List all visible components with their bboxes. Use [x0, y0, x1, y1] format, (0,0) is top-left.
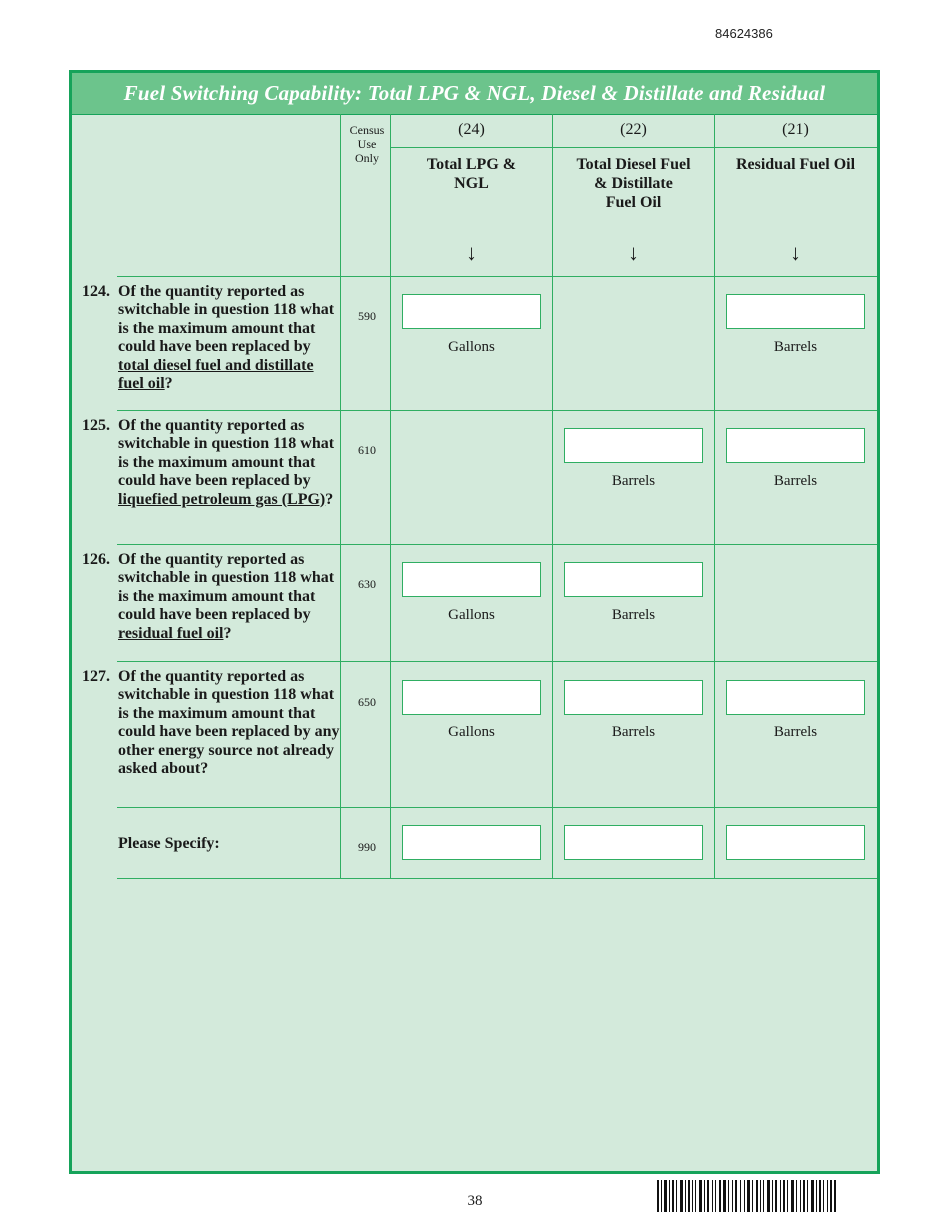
please-specify-label: Please Specify: [118, 835, 220, 852]
unit-label: Barrels [773, 724, 818, 740]
question-text-emphasis: residual fuel oil [118, 624, 224, 642]
q127-residual-input[interactable] [726, 680, 865, 715]
unit-label: Barrels [611, 473, 656, 489]
unit-label: Gallons [448, 339, 495, 355]
down-arrow-icon: ↓ [790, 240, 801, 265]
census-code: 590 [358, 309, 376, 323]
form-panel [69, 70, 880, 1174]
column-header-line: & Distillate [594, 175, 673, 192]
divider [390, 114, 391, 878]
question-text-part: Of the quantity reported as switchable in question 118 what is the maximum amount that could have been replaced by any other energy source not already asked about? [118, 668, 340, 778]
question-text [118, 283, 340, 393]
question-text [118, 551, 340, 643]
question-number: 125. [82, 417, 110, 434]
q127-diesel-input[interactable] [564, 680, 703, 715]
unit-label: Barrels [773, 473, 818, 489]
unit-label: Gallons [448, 607, 495, 623]
column-header-line: NGL [454, 175, 489, 192]
down-arrow-icon: ↓ [628, 240, 639, 265]
column-header-line: Residual Fuel Oil [735, 156, 856, 173]
q125-diesel-input[interactable] [564, 428, 703, 463]
barcode-image [657, 1180, 837, 1212]
question-text-emphasis: liquefied petroleum gas (LPG) [118, 490, 326, 508]
census-label-line: Only [355, 151, 379, 165]
q126-lpg-input[interactable] [402, 562, 541, 597]
unit-label: Gallons [448, 724, 495, 740]
census-code: 990 [358, 840, 376, 854]
question-text-part: Of the quantity reported as switchable in question 118 what is the maximum amount that could have been replaced by [118, 283, 335, 356]
question-number: 127. [82, 668, 110, 685]
column-header-line: Total LPG & [426, 156, 517, 173]
divider [117, 276, 877, 277]
column-header-line: Total Diesel Fuel [576, 156, 691, 173]
section-title: Fuel Switching Capability: Total LPG & NGL, Diesel & Distillate and Residual [72, 73, 877, 115]
divider [117, 807, 877, 808]
divider [117, 410, 877, 411]
question-text-part: Of the quantity reported as switchable in question 118 what is the maximum amount that could have been replaced by [118, 551, 335, 624]
question-text [118, 417, 340, 509]
question-text-part: Of the quantity reported as switchable in question 118 what is the maximum amount that could have been replaced by [118, 417, 335, 490]
q127-lpg-input[interactable] [402, 680, 541, 715]
divider [117, 878, 877, 879]
unit-label: Barrels [611, 724, 656, 740]
page-number: 38 [467, 1193, 483, 1209]
census-label-line: Use [357, 137, 377, 151]
divider [552, 114, 553, 878]
question-number: 126. [82, 551, 110, 568]
question-number: 124. [82, 283, 110, 300]
census-code: 630 [358, 577, 376, 591]
down-arrow-icon: ↓ [466, 240, 477, 265]
census-code: 650 [358, 695, 376, 709]
question-text [118, 668, 340, 778]
column-header-residual [715, 155, 876, 174]
q124-lpg-input[interactable] [402, 294, 541, 329]
question-text-part: ? [223, 624, 232, 642]
divider [117, 661, 877, 662]
form-id: 84624386 [715, 26, 773, 41]
question-text-part: ? [164, 375, 173, 393]
specify-diesel-input[interactable] [564, 825, 703, 860]
unit-label: Barrels [611, 607, 656, 623]
census-use-only-label [344, 123, 390, 165]
divider [390, 147, 877, 148]
column-number-lpg: (24) [458, 121, 485, 138]
specify-residual-input[interactable] [726, 825, 865, 860]
unit-label: Barrels [773, 339, 818, 355]
question-text-part: ? [325, 490, 334, 508]
q126-diesel-input[interactable] [564, 562, 703, 597]
divider [117, 544, 877, 545]
column-header-lpg [391, 155, 552, 193]
q124-residual-input[interactable] [726, 294, 865, 329]
column-header-line: Fuel Oil [605, 194, 662, 211]
census-code: 610 [358, 443, 376, 457]
question-text-emphasis: total diesel fuel and distillate fuel oil [118, 356, 314, 393]
column-number-residual: (21) [782, 121, 809, 138]
q125-residual-input[interactable] [726, 428, 865, 463]
divider [714, 114, 715, 878]
divider [340, 114, 341, 878]
census-label-line: Census [349, 123, 385, 137]
specify-lpg-input[interactable] [402, 825, 541, 860]
column-header-diesel [553, 155, 714, 212]
column-number-diesel: (22) [620, 121, 647, 138]
